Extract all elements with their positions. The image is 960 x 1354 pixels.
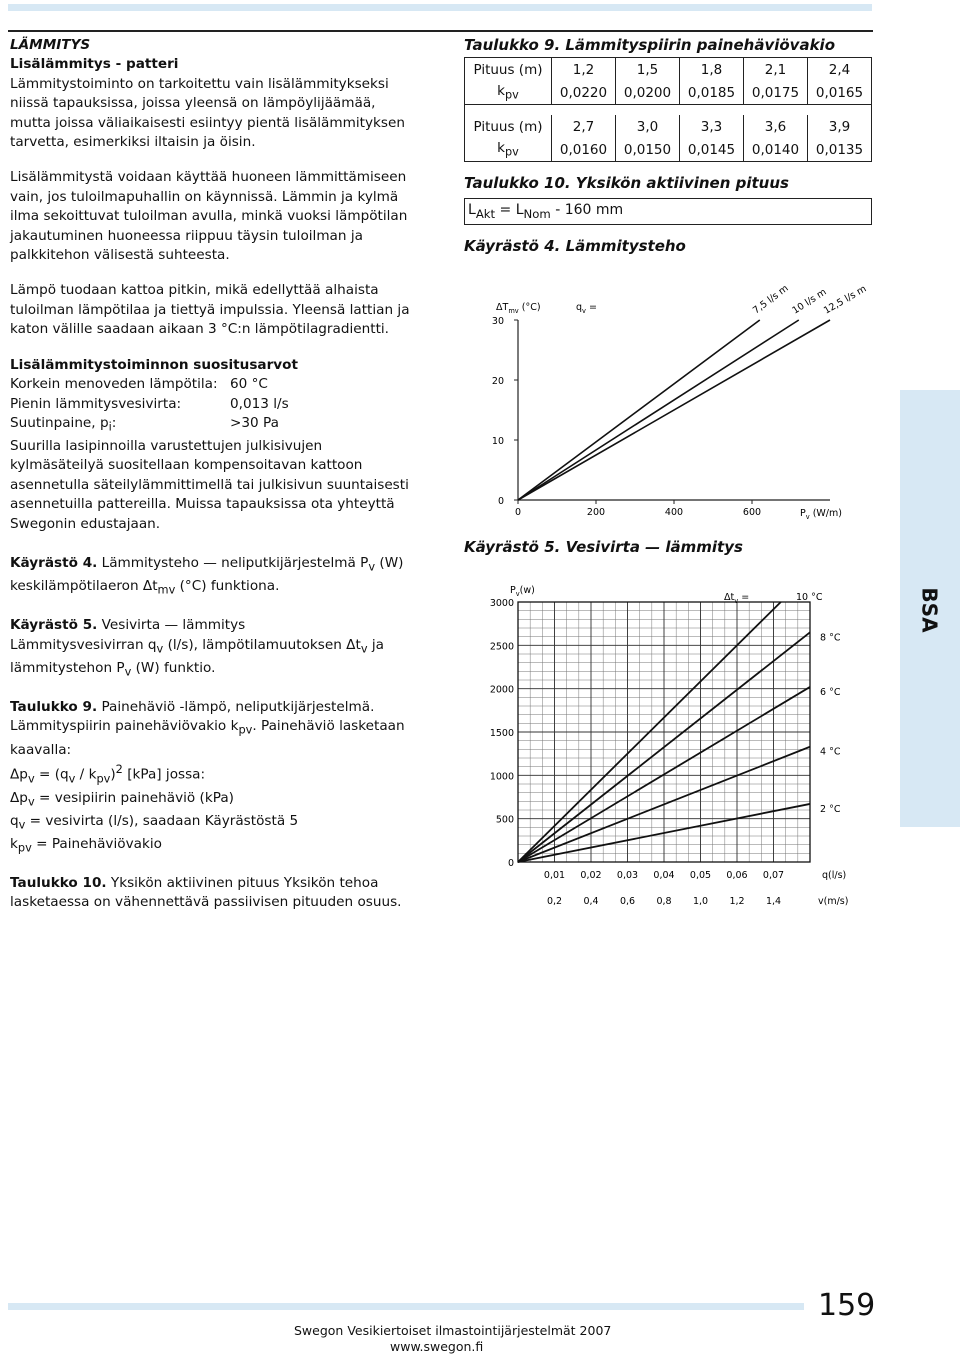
series-label: 10 °C [796,592,823,603]
formula-line: $\Delta p_v = (q_v / k_{pv})^2$ [kPa] jossa: [10,761,206,786]
table-cell: 0,0200 [616,81,680,105]
rec-value: >30 Pa [230,414,279,431]
y-tick-label: 0 [497,496,504,507]
series-label: 12,5 l/s m [822,283,869,317]
pressure-constant-table [464,57,872,162]
rec-row [10,395,420,414]
series-label: 4 °C [820,746,841,758]
y-axis-label: $\Delta T_{mv}$ (°C) [496,302,541,315]
paragraph-1: Lämmitystoiminto on tarkoitettu vain lisälämmitykseksi niissä tapauksissa, joissa yleensä on lämpöylijäämää, mutta joissa väliaikaisesti esiintyy pientä lisälämmityksen tarvetta, esimerkiksi iltaisin ja öisin. [10,75,405,151]
section-heading: LÄMMITYS [10,37,91,53]
x2-tick-label: 1,2 [729,896,745,907]
y-tick-label: 1000 [489,771,514,783]
recommendations-heading: Lisälämmitystoiminnon suositusarvot [10,356,298,373]
table-cell: 1,8 [680,58,744,82]
top-color-bar [8,4,872,11]
rec-row [10,414,420,437]
series-line [518,320,760,500]
x-tick-label: 0,07 [762,870,785,881]
x2-tick-label: 0,6 [619,896,636,907]
table-cell: 1,2 [552,58,616,82]
paragraph-3: Lämpö tuodaan kattoa pitkin, mikä edellyttää alhaista tuloilman lämpötilaa ja tiettyä impulssia. Yleensä lattian ja katon välille saadaan aikaan 3 °C:n lämpötilagradientti. [10,282,410,338]
x-tick-label: 0,04 [653,870,675,881]
footer-color-bar [8,1303,804,1310]
rec-value: 60 °C [230,376,268,393]
left-column [10,36,420,913]
y-tick-label: 0 [507,858,514,869]
table-cell: 3,6 [744,115,808,138]
y-tick-label: 20 [491,376,504,387]
table9-caption: Taulukko 9. Lämmityspiirin painehäviövakio [464,36,835,54]
chart4-caption: Käyrästö 4. Lämmitysteho [464,236,686,255]
table-cell: 1,5 [616,58,680,82]
table-header: $k_{pv}$ [465,81,552,105]
x2-tick-label: 0,4 [583,896,599,907]
table-cell: 0,0145 [680,138,744,162]
water-flow-chart [470,580,890,910]
heating-power-chart [470,282,870,530]
series-label: 6 °C [820,686,841,698]
formula-def: $k_{pv}$ = Painehäviövakio [10,835,162,855]
rec-label: Korkein menoveden lämpötila: [10,376,218,393]
x-tick-label: 0,06 [726,870,748,881]
series-line [518,320,830,500]
y-tick-label: 500 [495,814,514,826]
x2-axis-label: v(m/s) [818,896,849,907]
table-header: Pituus (m) [465,58,552,82]
y-tick-label: 1500 [489,728,514,739]
paragraph-2: Lisälämmitystä voidaan käyttää huoneen lämmittämiseen vain, jos tuloilmapuhallin on käynnissä. Lämmin ja kylmä ilma sekoittuvat tuloilman avulla, minkä vuoksi lämpötilan jakautuminen huoneessa riippuu täysin tuloilman ja palkkitehon välisestä suhteesta. [10,169,408,264]
rec-value: 0,013 l/s [230,395,289,412]
table9-description: Taulukko 9. Painehäviö -lämpö, neliputkijärjestelmä. Lämmityspiirin painehäviövakio $k_{pv}$. Painehäviö lasketaan kaavalla: [10,698,405,758]
formula-def: $\Delta p_v$ = vesipiirin painehäviö (kPa) [10,789,234,809]
y-tick-label: 3000 [489,598,514,609]
x-tick-label: 0,03 [616,870,639,881]
rec-label: Pienin lämmitysvesivirta: [10,395,182,412]
series-label: 8 °C [820,632,841,644]
table-cell: 0,0220 [552,81,616,105]
recommendations-text: Suurilla lasipinnoilla varustettujen julkisivujen kylmäsäteilyä suositellaan kompensoitavan kattoon asennetulla säteilylämmittimellä tai julkisivun suuntaisesti asennetuilla pattereilla. Muissa tapauksissa ota yhteyttä Swegonin edustajaan. [10,438,409,532]
rec-row [10,375,420,394]
x-tick-label: 0,05 [689,870,712,881]
chart5-caption: Käyrästö 5. Vesivirta — lämmitys [464,538,743,556]
table-cell: 2,1 [744,58,808,82]
table-cell: 0,0185 [680,81,744,105]
active-length-formula: $L_{Akt} = L_{Nom} - 160$ mm [464,198,872,225]
series-label: 7,5 l/s m [751,282,791,317]
x-tick-label: 0,01 [543,870,566,881]
y-tick-label: 10 [491,436,504,447]
table-cell: 2,7 [552,115,616,138]
x-tick-label: 600 [742,507,762,518]
chart5-description: Käyrästö 5. Vesivirta — lämmitys Lämmitysvesivirran $q_v$ (l/s), lämpötilamuutoksen $\Delta t_v$ ja lämmitystehon $P_v$ (W) funktio. [10,617,384,679]
series-line [518,320,799,500]
footer-website: www.swegon.fi [390,1339,484,1354]
right-column [464,36,874,255]
table-header: Pituus (m) [465,115,552,138]
table-header: $k_{pv}$ [465,138,552,162]
x-tick-label: 0,02 [580,870,602,881]
series-label: 2 °C [820,803,841,815]
flow-label: $q_v$ = [576,302,597,315]
y-tick-label: 2000 [489,684,514,696]
formula-def: $q_v$ = vesivirta (l/s), saadaan Käyrästöstä 5 [10,812,299,832]
rec-label: Suutinpaine, $p_i$: [10,414,117,434]
x2-tick-label: 0,8 [656,896,672,907]
chart4-description: Käyrästö 4. Lämmitysteho — neliputkijärjestelmä $P_v$ (W) keskilämpötilaeron $\Delta t_{mv}$ (°C) funktiona. [10,555,404,597]
x-tick-label: 200 [586,507,606,518]
x-tick-label: 0 [514,507,522,518]
table-cell: 3,3 [680,115,744,138]
x2-tick-label: 1,0 [692,896,709,907]
legend-label: $\Delta t_v$ = [724,592,750,605]
x2-tick-label: 0,2 [546,896,563,907]
table-cell: 0,0175 [744,81,808,105]
table-cell: 0,0165 [808,81,872,105]
subheading: Lisälämmitys - patteri [10,56,179,73]
x-axis-label: $P_v$ (W/m) [800,508,842,521]
table-cell: 0,0140 [744,138,808,162]
table-cell: 3,9 [808,115,872,138]
top-rule [8,30,873,32]
table10-description: Taulukko 10. Yksikön aktiivinen pituus Yksikön tehoa lasketaessa on vähennettävä passiivisen pituuden osuus. [10,874,402,911]
table-cell: 0,0150 [616,138,680,162]
x-tick-label: 400 [664,507,684,518]
series-label: 10 l/s m [790,286,829,317]
page-number: 159 [818,1288,876,1323]
y-tick-label: 2500 [489,641,514,653]
table-cell: 3,0 [616,115,680,138]
side-tab-label: BSA [917,587,942,633]
table10-caption: Taulukko 10. Yksikön aktiivinen pituus [464,174,789,192]
table-cell: 0,0160 [552,138,616,162]
table-cell: 2,4 [808,58,872,82]
table-cell: 0,0135 [808,138,872,162]
y-tick-label: 30 [491,316,504,327]
footer-publication: Swegon Vesikiertoiset ilmastointijärjestelmät 2007 [294,1323,612,1338]
y-axis-label: $P_v(w)$ [510,585,535,598]
x2-tick-label: 1,4 [765,896,782,907]
x-axis-label: q(l/s) [822,870,847,881]
